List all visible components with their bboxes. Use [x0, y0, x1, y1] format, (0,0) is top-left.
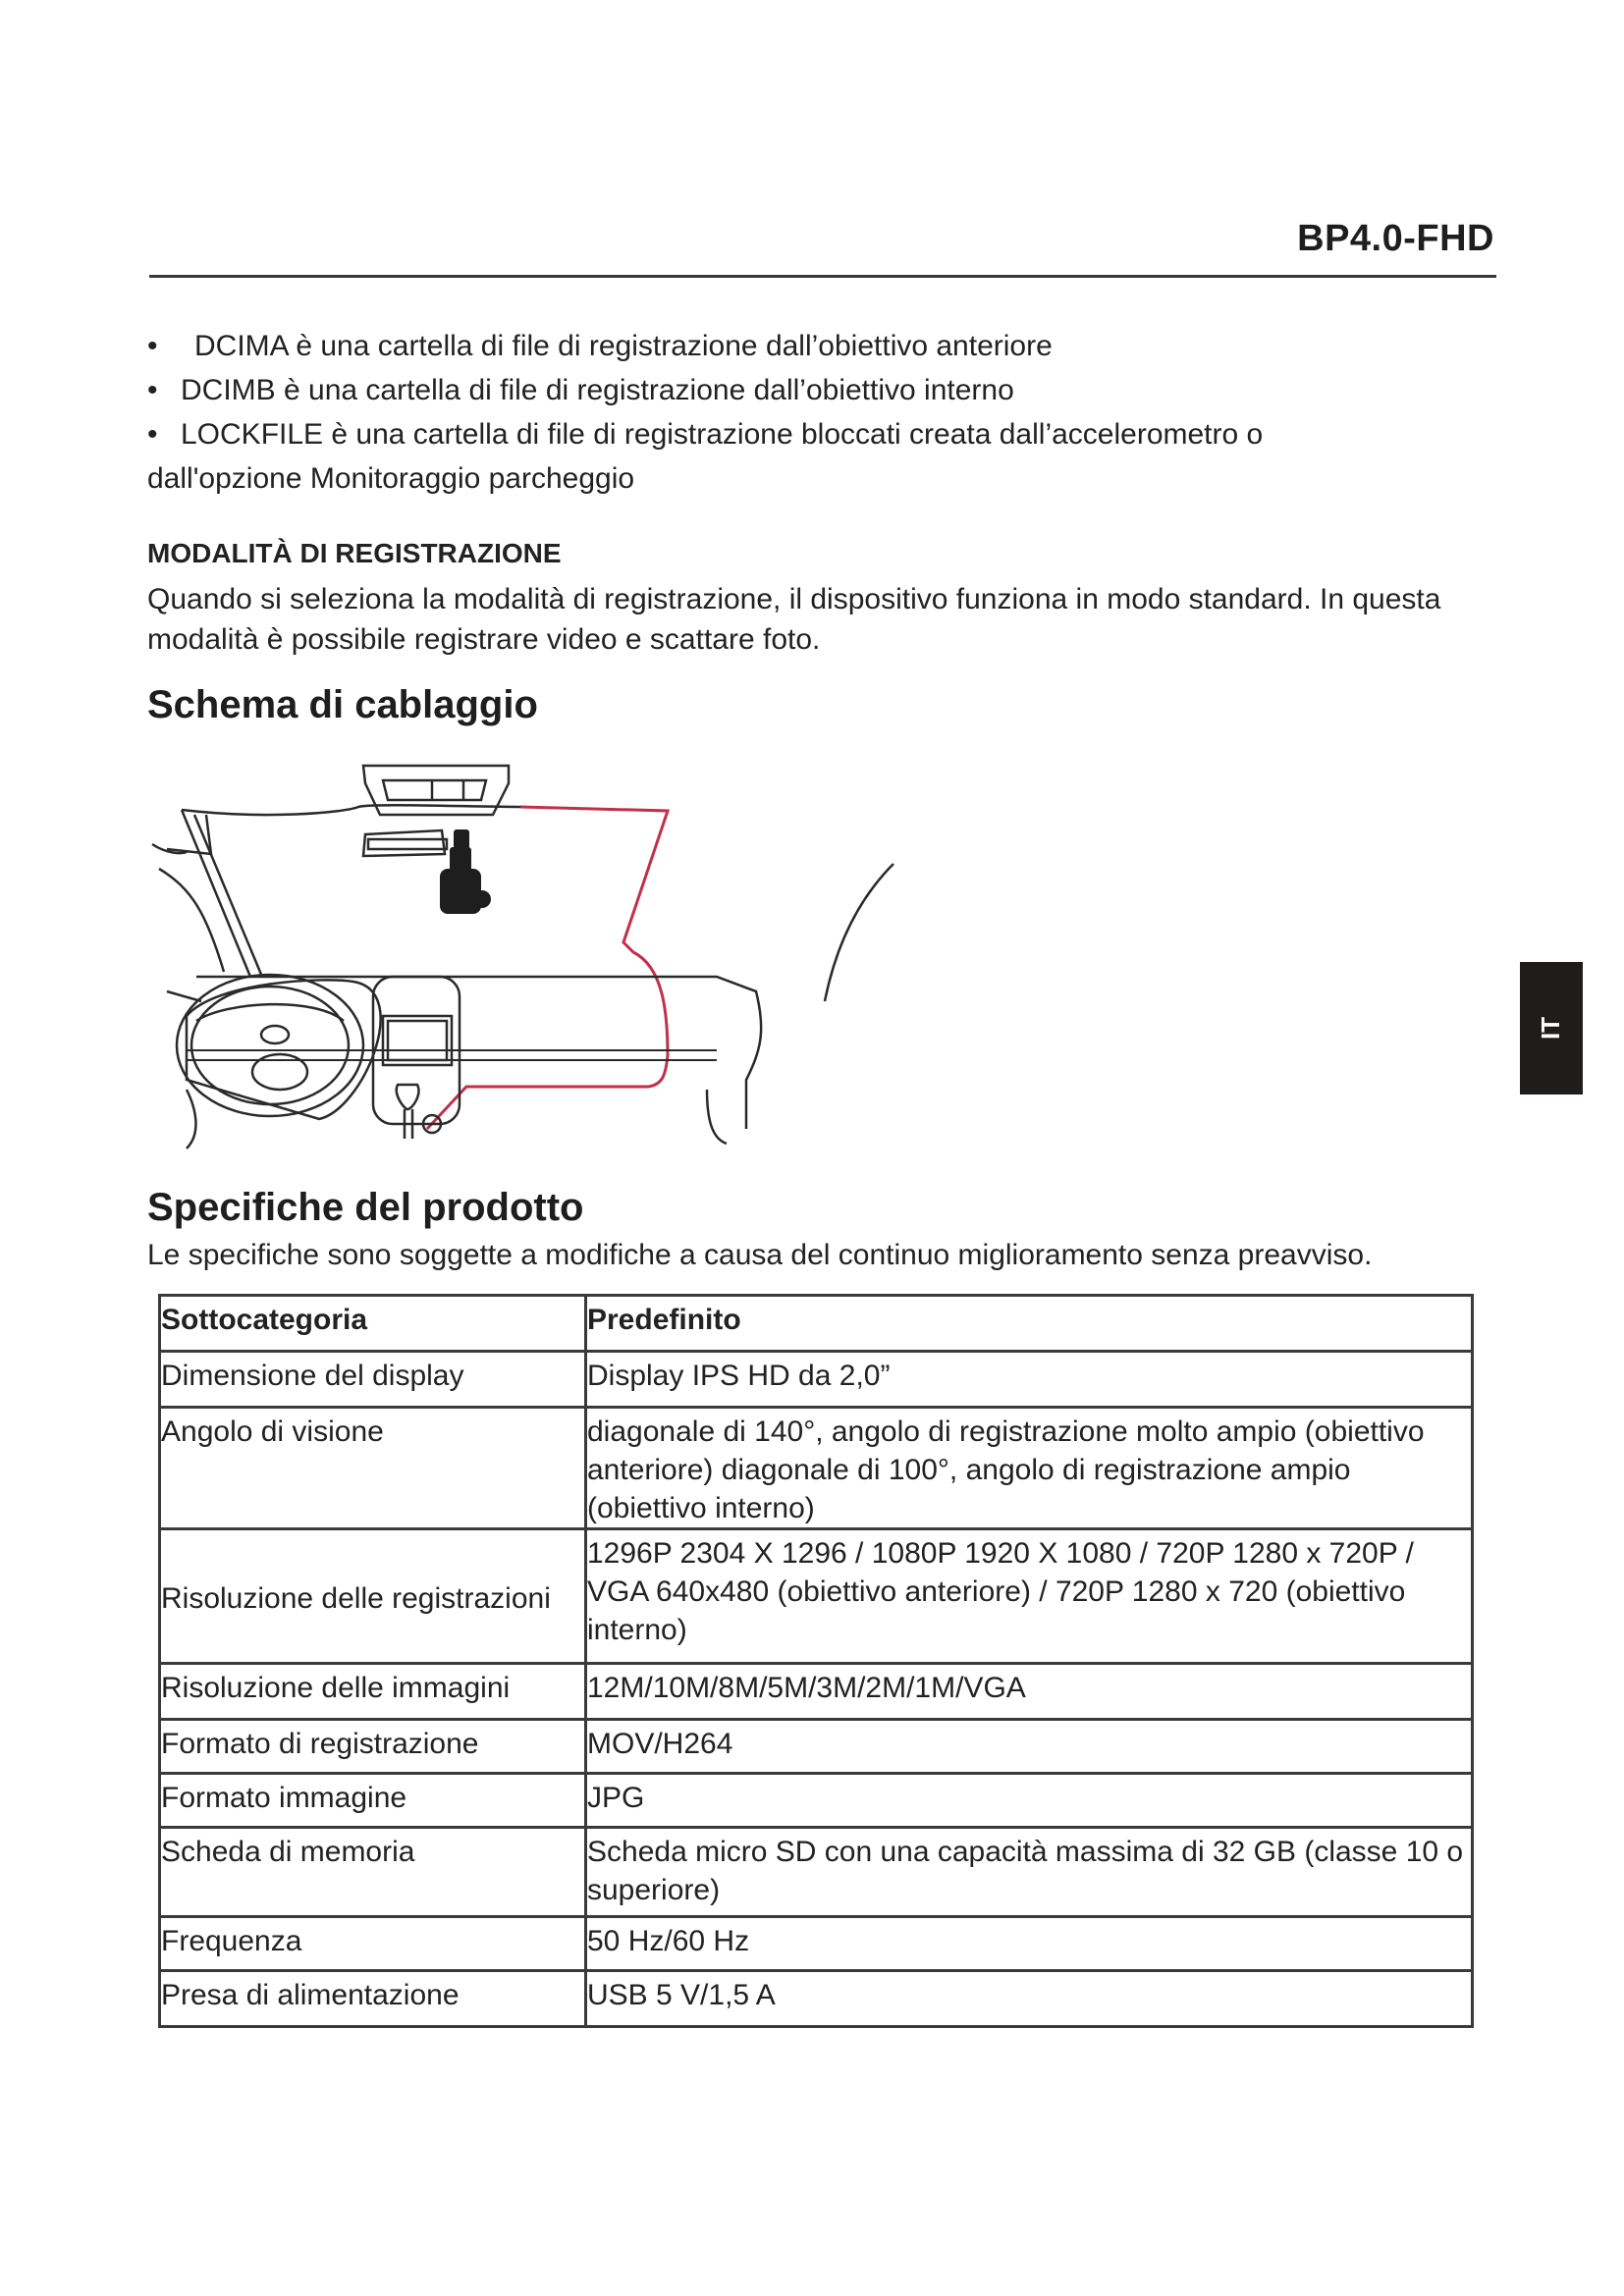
list-item [147, 368, 1424, 412]
table-row [160, 1774, 1473, 1828]
recording-mode-heading: MODALITÀ DI REGISTRAZIONE [147, 538, 562, 568]
windshield [152, 805, 893, 1001]
row-value: Display IPS HD da 2,0” [586, 1352, 1473, 1408]
table-header-row [160, 1296, 1473, 1352]
row-label: Risoluzione delle registrazioni [160, 1529, 586, 1664]
row-value: Scheda micro SD con una capacità massima di 32 GB (classe 10 o superiore) [586, 1828, 1473, 1917]
table-row [160, 1917, 1473, 1971]
folder-list [147, 324, 1424, 501]
language-tab-label: IT [1536, 1016, 1566, 1041]
column-header: Predefinito [586, 1296, 1473, 1352]
wiring-heading: Schema di cablaggio [147, 683, 538, 726]
bullet-icon: • [147, 374, 158, 406]
row-label: Angolo di visione [160, 1408, 586, 1529]
table-row [160, 1408, 1473, 1529]
list-item-continuation: dall'opzione Monitoraggio parcheggio [147, 462, 635, 495]
row-value: 12M/10M/8M/5M/3M/2M/1M/VGA [586, 1664, 1473, 1720]
specs-table [158, 1294, 1474, 2028]
row-value: diagonale di 140°, angolo di registrazione molto ampio (obiettivo anteriore) diagonale di 100°, angolo di registrazione ampio (obiettivo interno) [586, 1408, 1473, 1529]
row-value: JPG [586, 1774, 1473, 1828]
row-value: 50 Hz/60 Hz [586, 1917, 1473, 1971]
specs-heading: Specifiche del prodotto [147, 1186, 584, 1229]
row-value: USB 5 V/1,5 A [586, 1971, 1473, 2027]
column-header: Sottocategoria [160, 1296, 586, 1352]
table-row [160, 1971, 1473, 2027]
row-label: Presa di alimentazione [160, 1971, 586, 2027]
recording-mode-text: Quando si seleziona la modalità di registrazione, il dispositivo funziona in modo standard. In questa modalità è possibile registrare video e scattare foto. [147, 583, 1441, 656]
row-label: Dimensione del display [160, 1352, 586, 1408]
row-value: 1296P 2304 X 1296 / 1080P 1920 X 1080 / 720P 1280 x 720P / VGA 640x480 (obiettivo anteriore) / 720P 1280 x 720 (obiettivo interno) [586, 1529, 1473, 1664]
table-row [160, 1529, 1473, 1664]
list-item-text: LOCKFILE è una cartella di file di registrazione bloccati creata dall’accelerometro o [181, 418, 1264, 451]
row-label: Formato immagine [160, 1774, 586, 1828]
row-value: MOV/H264 [586, 1720, 1473, 1774]
language-tab [1520, 962, 1583, 1095]
list-item [147, 412, 1424, 456]
table-row [160, 1720, 1473, 1774]
row-label: Scheda di memoria [160, 1828, 586, 1917]
row-label: Risoluzione delle immagini [160, 1664, 586, 1720]
table-row [160, 1352, 1473, 1408]
table-row [160, 1664, 1473, 1720]
specs-note: Le specifiche sono soggette a modifiche a causa del continuo miglioramento senza preavviso. [147, 1239, 1373, 1271]
header-rule [149, 275, 1496, 278]
list-item-text: DCIMA è una cartella di file di registrazione dall’obiettivo anteriore [194, 330, 1053, 362]
table-row [160, 1828, 1473, 1917]
bullet-icon: • [147, 330, 158, 362]
dashboard [177, 975, 761, 1148]
wiring-diagram [147, 756, 1070, 1158]
row-label: Frequenza [160, 1917, 586, 1971]
row-label: Formato di registrazione [160, 1720, 586, 1774]
model-title: BP4.0-FHD [1297, 218, 1494, 259]
list-item-text: DCIMB è una cartella di file di registrazione dall’obiettivo interno [181, 374, 1014, 406]
list-item [147, 324, 1424, 368]
bullet-icon: • [147, 418, 158, 451]
